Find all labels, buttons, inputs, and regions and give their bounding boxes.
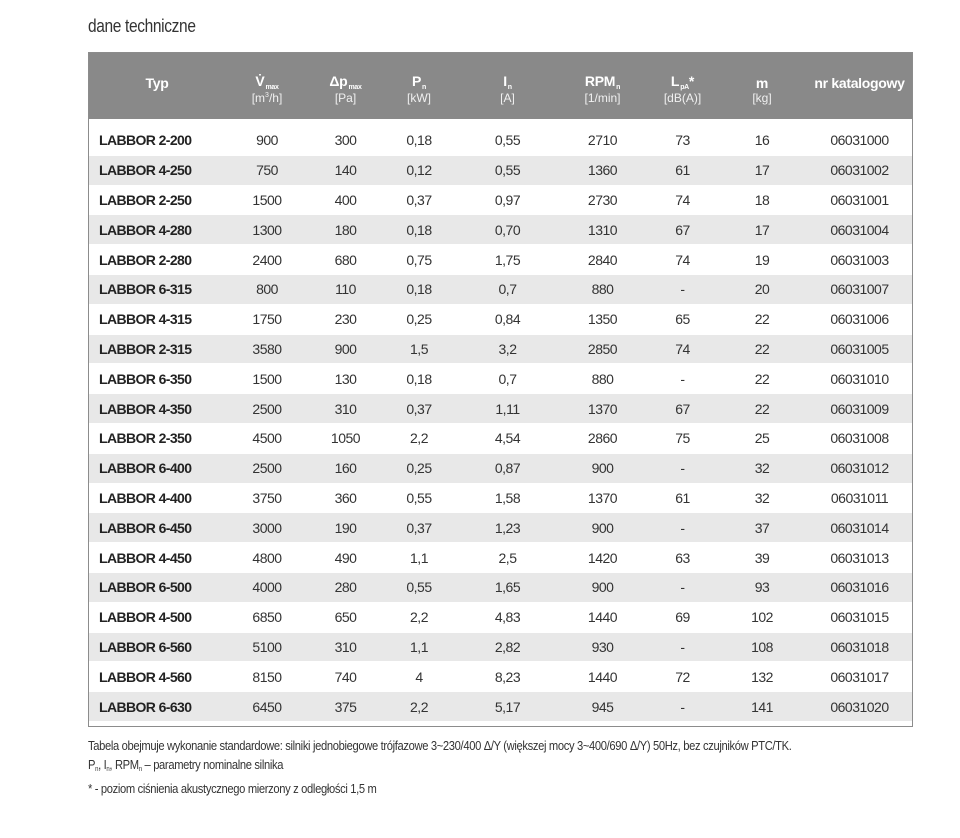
cell-mass: 93 [719, 572, 805, 602]
cell-pressure: 160 [309, 453, 382, 483]
cell-catalog-number: 06031007 [805, 274, 913, 304]
cell-power: 2,2 [382, 602, 456, 632]
cell-power: 0,25 [382, 304, 456, 334]
footnote-nominal-p: P [88, 757, 96, 772]
cell-typ: LABBOR 4-250 [89, 155, 225, 185]
cell-noise: 73 [646, 126, 719, 156]
cell-current: 0,7 [456, 274, 559, 304]
cell-power: 2,2 [382, 423, 456, 453]
cell-rpm: 900 [559, 453, 646, 483]
table-header-row [89, 53, 913, 91]
cell-airflow: 5100 [225, 632, 309, 662]
cell-catalog-number: 06031011 [805, 483, 913, 513]
cell-power: 0,25 [382, 453, 456, 483]
cell-pressure: 310 [309, 632, 382, 662]
footnote-nominal-sub1: n [95, 766, 99, 773]
table-row [89, 304, 913, 334]
header-noise-sub: pA [680, 84, 689, 91]
unit-typ [89, 91, 225, 119]
footnotes [88, 736, 948, 798]
cell-airflow: 1500 [225, 185, 309, 215]
header-rpm [559, 53, 646, 91]
cell-noise: - [646, 632, 719, 662]
cell-power: 0,18 [382, 364, 456, 394]
cell-current: 1,75 [456, 245, 559, 275]
cell-pressure: 490 [309, 543, 382, 573]
footnote-nominal-rest: – parametry nominalne silnika [141, 757, 284, 772]
cell-catalog-number [805, 721, 913, 727]
cell-pressure: 900 [309, 334, 382, 364]
cell-mass: 17 [719, 215, 805, 245]
cell-noise: 65 [646, 304, 719, 334]
cell-current: 1,65 [456, 572, 559, 602]
cell-power: 0,55 [382, 572, 456, 602]
table-row [89, 126, 913, 156]
cell-typ: LABBOR 4-400 [89, 483, 225, 513]
cell-power: 0,18 [382, 215, 456, 245]
cell-current: 0,70 [456, 215, 559, 245]
cell-airflow: 3000 [225, 513, 309, 543]
table-row [89, 185, 913, 215]
cell-typ: LABBOR 6-450 [89, 513, 225, 543]
cell-rpm: 2860 [559, 423, 646, 453]
header-rpm-sub: n [616, 84, 621, 91]
cell-rpm: 1440 [559, 602, 646, 632]
cell-rpm: 880 [559, 274, 646, 304]
cell-rpm: 900 [559, 572, 646, 602]
cell-rpm: 1420 [559, 543, 646, 573]
cell-airflow: 4800 [225, 543, 309, 573]
cell-pressure: 110 [309, 274, 382, 304]
cell-airflow: 900 [225, 126, 309, 156]
cell-power [382, 721, 456, 727]
cell-catalog-number: 06031014 [805, 513, 913, 543]
cell-mass: 20 [719, 274, 805, 304]
cell-mass [719, 721, 805, 727]
table-row [89, 364, 913, 394]
cell-power: 0,75 [382, 245, 456, 275]
cell-current: 0,55 [456, 155, 559, 185]
table-row [89, 692, 913, 722]
cell-pressure: 360 [309, 483, 382, 513]
footnote-standard: Tabela obejmuje wykonanie standardowe: silniki jednobiegowe trójfazowe 3~230/400 Δ/Y (większej mocy 3~400/690 Δ/Y) 50Hz, bez czujników PTC/TK. [88, 738, 792, 753]
cell-noise: 74 [646, 185, 719, 215]
cell-airflow: 750 [225, 155, 309, 185]
cell-current: 0,97 [456, 185, 559, 215]
cell-noise: 75 [646, 423, 719, 453]
header-airflow-sub: max [265, 84, 279, 91]
cell-typ: LABBOR 6-315 [89, 274, 225, 304]
header-power-symbol: P [411, 73, 422, 89]
cell-typ: LABBOR 6-630 [89, 692, 225, 722]
cell-current: 2,82 [456, 632, 559, 662]
cell-current: 8,23 [456, 662, 559, 692]
header-noise-symbol: L [670, 73, 680, 89]
table-row [89, 394, 913, 424]
cell-catalog-number: 06031015 [805, 602, 913, 632]
cell-current: 1,11 [456, 394, 559, 424]
cell-mass: 25 [719, 423, 805, 453]
unit-airflow-pre: [m [251, 91, 266, 105]
cell-noise: - [646, 274, 719, 304]
cell-mass: 32 [719, 453, 805, 483]
table-row [89, 423, 913, 453]
footnote-noise: * - poziom ciśnienia akustycznego mierzony z odległości 1,5 m [88, 781, 377, 796]
cell-pressure: 140 [309, 155, 382, 185]
cell-current: 1,58 [456, 483, 559, 513]
cell-pressure: 280 [309, 572, 382, 602]
cell-noise: 69 [646, 602, 719, 632]
header-current-sub: n [507, 84, 512, 91]
cell-power: 1,1 [382, 543, 456, 573]
cell-noise: 67 [646, 215, 719, 245]
cell-typ: LABBOR 4-500 [89, 602, 225, 632]
unit-rpm: [1/min] [559, 91, 646, 119]
cell-noise: 61 [646, 483, 719, 513]
cell-pressure: 180 [309, 215, 382, 245]
cell-rpm: 2710 [559, 126, 646, 156]
cell-mass: 108 [719, 632, 805, 662]
header-catalog-number: nr katalogowy [805, 53, 913, 91]
cell-current: 5,17 [456, 692, 559, 722]
header-power [382, 53, 456, 91]
header-noise [646, 53, 719, 91]
cell-noise [646, 721, 719, 727]
cell-typ: LABBOR 4-280 [89, 215, 225, 245]
cell-catalog-number: 06031004 [805, 215, 913, 245]
cell-power: 0,37 [382, 185, 456, 215]
header-current [456, 53, 559, 91]
cell-power: 0,18 [382, 126, 456, 156]
cell-airflow [225, 721, 309, 727]
cell-rpm: 2850 [559, 334, 646, 364]
cell-catalog-number: 06031002 [805, 155, 913, 185]
cell-rpm: 1370 [559, 483, 646, 513]
table-row [89, 543, 913, 573]
header-current-symbol: I [503, 73, 507, 89]
footnote-nominal-i: , I [98, 757, 107, 772]
cell-power: 1,5 [382, 334, 456, 364]
cell-rpm [559, 721, 646, 727]
cell-power: 2,2 [382, 692, 456, 722]
cell-airflow: 3750 [225, 483, 309, 513]
table-row [89, 274, 913, 304]
cell-noise: 74 [646, 245, 719, 275]
cell-rpm: 2730 [559, 185, 646, 215]
cell-catalog-number: 06031020 [805, 692, 913, 722]
cell-catalog-number: 06031006 [805, 304, 913, 334]
footnote-nominal-rpm: , RPM [109, 757, 139, 772]
cell-power: 0,12 [382, 155, 456, 185]
cell-typ: LABBOR 6-350 [89, 364, 225, 394]
cell-typ [89, 721, 225, 727]
table-row [89, 632, 913, 662]
cell-power: 4 [382, 662, 456, 692]
table-units-row [89, 91, 913, 119]
table-row [89, 513, 913, 543]
table-row [89, 453, 913, 483]
unit-airflow [225, 91, 309, 119]
footnote-nominal-sub2: n [106, 766, 110, 773]
cell-rpm: 2840 [559, 245, 646, 275]
footnote-nominal-sub3: n [138, 766, 142, 773]
unit-pressure: [Pa] [309, 91, 382, 119]
unit-airflow-sup: 3 [265, 92, 269, 99]
cell-mass: 22 [719, 394, 805, 424]
cell-typ: LABBOR 6-560 [89, 632, 225, 662]
cell-catalog-number: 06031009 [805, 394, 913, 424]
cell-catalog-number: 06031000 [805, 126, 913, 156]
unit-catalog-number [805, 91, 913, 119]
cell-current: 2,5 [456, 543, 559, 573]
cell-current: 1,23 [456, 513, 559, 543]
cell-power: 0,37 [382, 394, 456, 424]
cell-airflow: 3580 [225, 334, 309, 364]
table-row [89, 602, 913, 632]
cell-pressure: 130 [309, 364, 382, 394]
cell-typ: LABBOR 4-450 [89, 543, 225, 573]
cell-airflow: 6850 [225, 602, 309, 632]
cell-typ: LABBOR 4-315 [89, 304, 225, 334]
cell-typ: LABBOR 2-350 [89, 423, 225, 453]
cell-pressure: 310 [309, 394, 382, 424]
cell-pressure: 650 [309, 602, 382, 632]
cell-typ: LABBOR 4-560 [89, 662, 225, 692]
cell-power: 0,18 [382, 274, 456, 304]
cell-catalog-number: 06031013 [805, 543, 913, 573]
cell-pressure: 740 [309, 662, 382, 692]
header-mass: m [719, 53, 805, 91]
cell-catalog-number: 06031018 [805, 632, 913, 662]
unit-power: [kW] [382, 91, 456, 119]
header-power-sub: n [422, 84, 427, 91]
cell-current: 4,54 [456, 423, 559, 453]
cell-current: 4,83 [456, 602, 559, 632]
cell-mass: 32 [719, 483, 805, 513]
cell-airflow: 2400 [225, 245, 309, 275]
cell-airflow: 1300 [225, 215, 309, 245]
cell-mass: 22 [719, 334, 805, 364]
cell-catalog-number: 06031017 [805, 662, 913, 692]
cell-noise: 67 [646, 394, 719, 424]
cell-rpm: 1370 [559, 394, 646, 424]
table-row [89, 572, 913, 602]
cell-current: 0,87 [456, 453, 559, 483]
header-pressure-symbol: Δp [329, 73, 348, 89]
cell-rpm: 900 [559, 513, 646, 543]
cell-noise: 61 [646, 155, 719, 185]
cell-current [456, 721, 559, 727]
cell-airflow: 4000 [225, 572, 309, 602]
cell-rpm: 880 [559, 364, 646, 394]
cell-typ: LABBOR 6-400 [89, 453, 225, 483]
cell-noise: 74 [646, 334, 719, 364]
table-row [89, 721, 913, 727]
cell-mass: 132 [719, 662, 805, 692]
cell-power: 1,1 [382, 632, 456, 662]
technical-data-table [88, 52, 913, 727]
cell-typ: LABBOR 6-500 [89, 572, 225, 602]
cell-catalog-number: 06031003 [805, 245, 913, 275]
cell-pressure: 400 [309, 185, 382, 215]
cell-catalog-number: 06031005 [805, 334, 913, 364]
unit-current: [A] [456, 91, 559, 119]
cell-catalog-number: 06031010 [805, 364, 913, 394]
header-pressure [309, 53, 382, 91]
cell-noise: - [646, 572, 719, 602]
header-noise-star: * [688, 73, 695, 89]
header-typ: Typ [89, 53, 225, 91]
cell-rpm: 1360 [559, 155, 646, 185]
cell-airflow: 1500 [225, 364, 309, 394]
cell-mass: 17 [719, 155, 805, 185]
cell-airflow: 2500 [225, 394, 309, 424]
cell-mass: 22 [719, 364, 805, 394]
page-title: dane techniczne [88, 16, 196, 36]
cell-current: 0,55 [456, 126, 559, 156]
cell-pressure: 190 [309, 513, 382, 543]
cell-airflow: 2500 [225, 453, 309, 483]
cell-typ: LABBOR 2-200 [89, 126, 225, 156]
cell-power: 0,37 [382, 513, 456, 543]
cell-typ: LABBOR 2-250 [89, 185, 225, 215]
cell-mass: 18 [719, 185, 805, 215]
cell-pressure: 300 [309, 126, 382, 156]
cell-noise: - [646, 364, 719, 394]
cell-pressure: 680 [309, 245, 382, 275]
table-row [89, 155, 913, 185]
cell-noise: - [646, 453, 719, 483]
cell-airflow: 6450 [225, 692, 309, 722]
cell-catalog-number: 06031012 [805, 453, 913, 483]
cell-mass: 102 [719, 602, 805, 632]
cell-mass: 141 [719, 692, 805, 722]
cell-pressure: 1050 [309, 423, 382, 453]
cell-pressure [309, 721, 382, 727]
table-row [89, 334, 913, 364]
cell-rpm: 945 [559, 692, 646, 722]
cell-pressure: 375 [309, 692, 382, 722]
cell-mass: 16 [719, 126, 805, 156]
unit-noise: [dB(A)] [646, 91, 719, 119]
cell-mass: 22 [719, 304, 805, 334]
cell-current: 0,84 [456, 304, 559, 334]
cell-airflow: 800 [225, 274, 309, 304]
cell-noise: 63 [646, 543, 719, 573]
cell-rpm: 1350 [559, 304, 646, 334]
cell-pressure: 230 [309, 304, 382, 334]
cell-catalog-number: 06031008 [805, 423, 913, 453]
header-airflow-symbol: V̇ [255, 73, 265, 89]
cell-typ: LABBOR 2-280 [89, 245, 225, 275]
cell-current: 3,2 [456, 334, 559, 364]
cell-airflow: 4500 [225, 423, 309, 453]
cell-rpm: 930 [559, 632, 646, 662]
header-airflow [225, 53, 309, 91]
cell-noise: - [646, 513, 719, 543]
header-pressure-sub: max [348, 84, 362, 91]
cell-airflow: 8150 [225, 662, 309, 692]
cell-typ: LABBOR 4-350 [89, 394, 225, 424]
cell-noise: - [646, 692, 719, 722]
cell-rpm: 1310 [559, 215, 646, 245]
footnote-nominal [88, 755, 828, 779]
cell-power: 0,55 [382, 483, 456, 513]
table-row [89, 245, 913, 275]
unit-airflow-post: /h] [268, 91, 283, 105]
unit-mass: [kg] [719, 91, 805, 119]
table-row [89, 483, 913, 513]
cell-catalog-number: 06031001 [805, 185, 913, 215]
cell-mass: 37 [719, 513, 805, 543]
table-row [89, 662, 913, 692]
cell-airflow: 1750 [225, 304, 309, 334]
table-body [89, 126, 913, 728]
cell-rpm: 1440 [559, 662, 646, 692]
cell-typ: LABBOR 2-315 [89, 334, 225, 364]
table-row [89, 215, 913, 245]
cell-catalog-number: 06031016 [805, 572, 913, 602]
cell-mass: 19 [719, 245, 805, 275]
cell-mass: 39 [719, 543, 805, 573]
header-rpm-symbol: RPM [584, 73, 616, 89]
cell-noise: 72 [646, 662, 719, 692]
cell-current: 0,7 [456, 364, 559, 394]
